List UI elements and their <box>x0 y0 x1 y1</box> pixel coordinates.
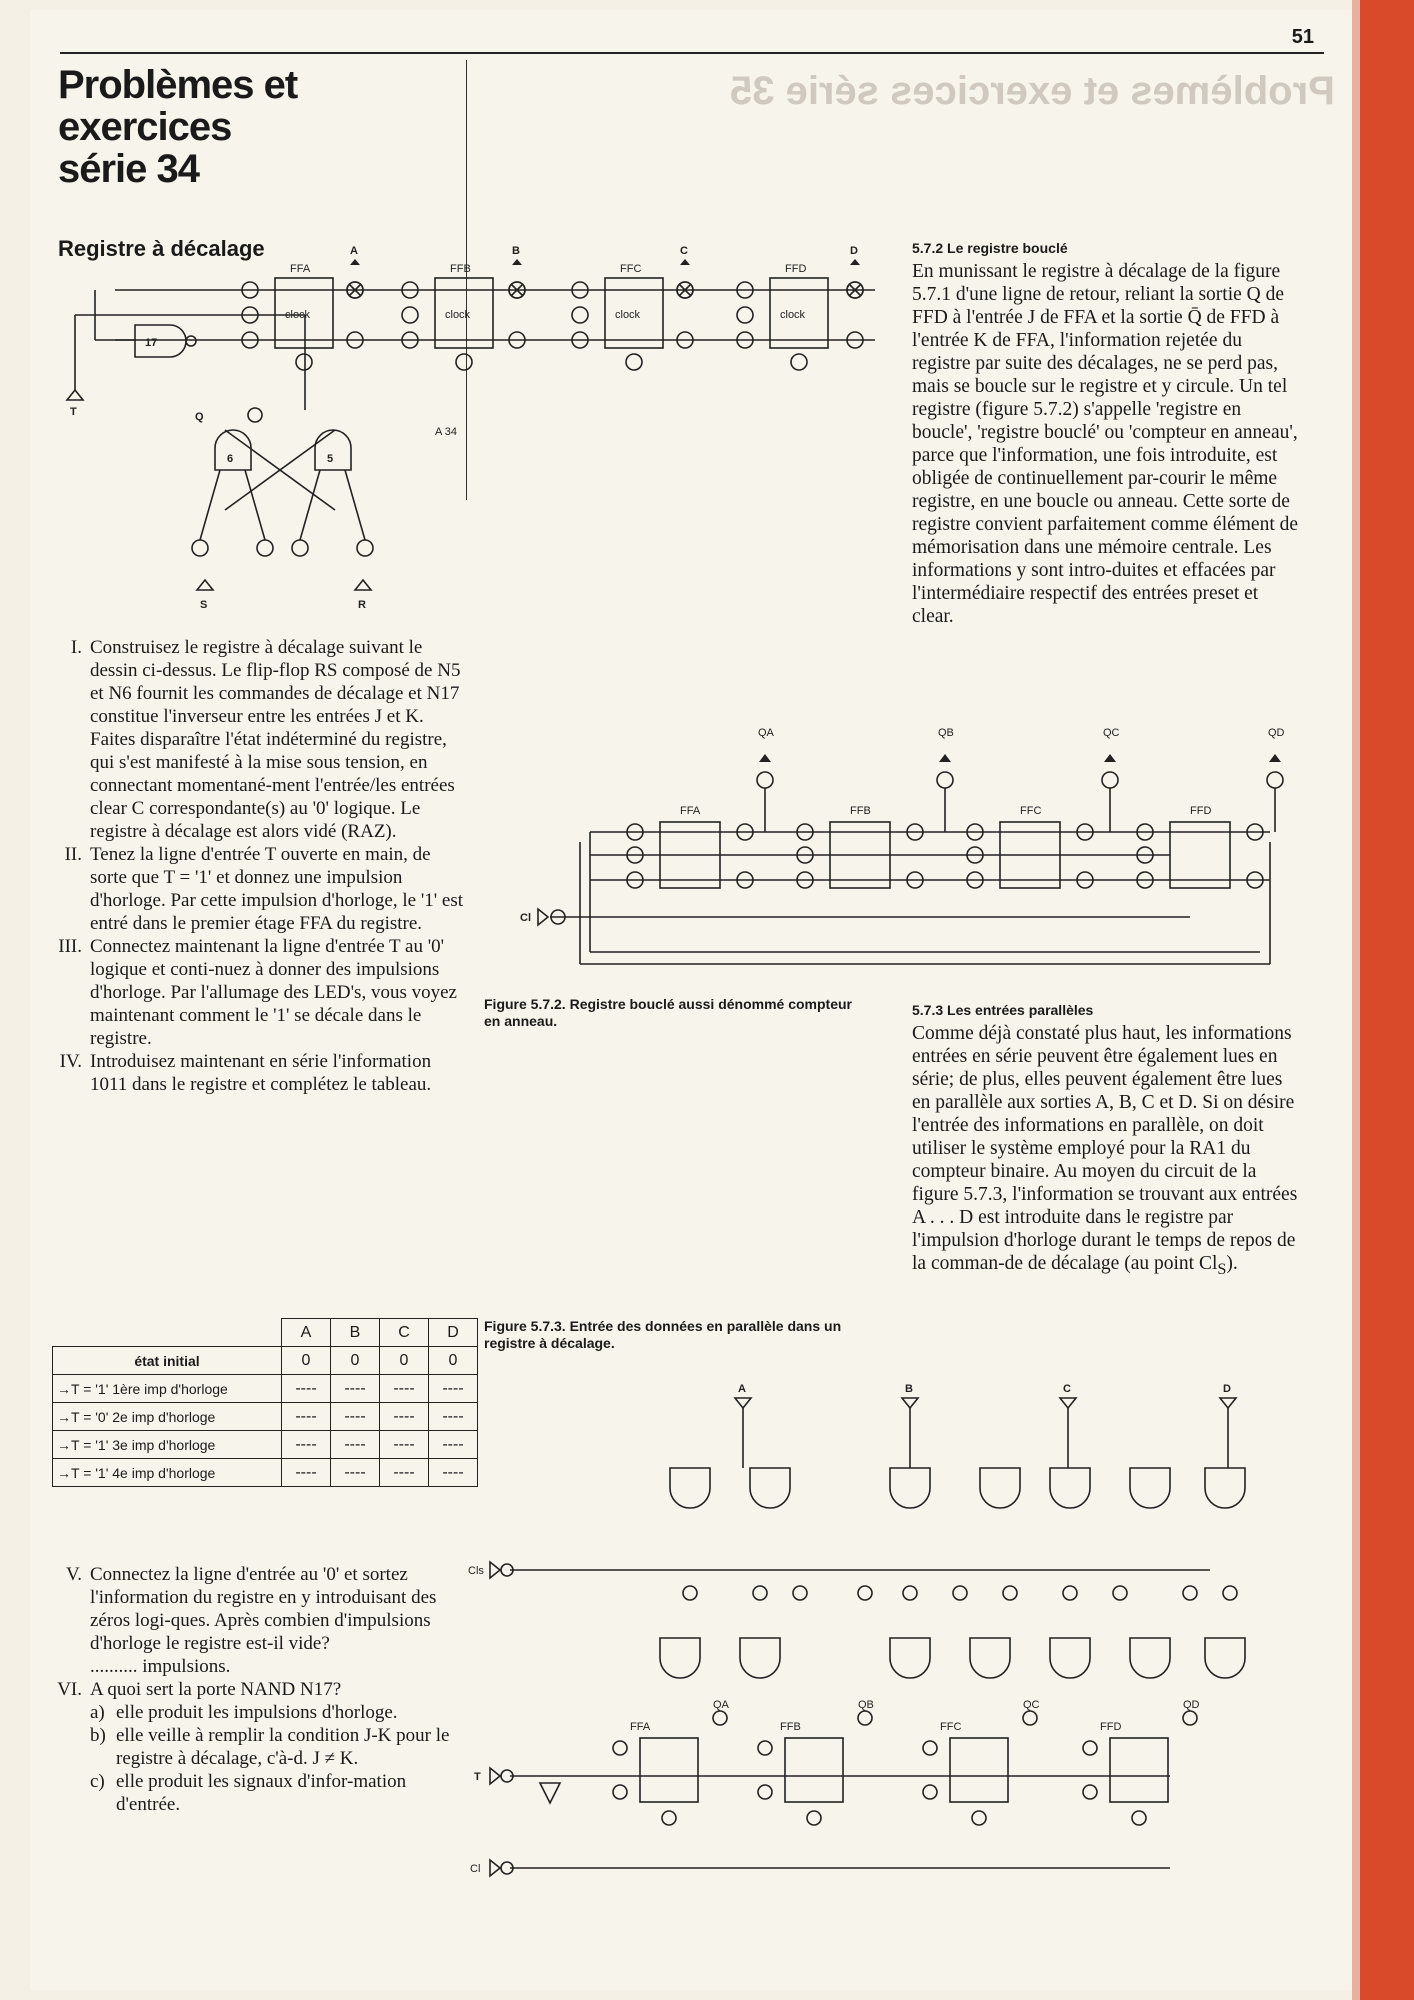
exercise-list-1 <box>52 636 472 1096</box>
fig3-input-c: C <box>1063 1383 1071 1395</box>
figure-parallel-input <box>470 1378 1300 1888</box>
table-header-d: D <box>429 1319 478 1347</box>
option-c[interactable]: c) elle produit les signaux d'infor-mation d'entrée. <box>90 1771 407 1815</box>
answer-line[interactable]: .......... impulsions. <box>90 1656 231 1677</box>
section-heading: Registre à décalage <box>58 236 265 261</box>
fig1-output-b: B <box>512 245 520 257</box>
table-header-b: B <box>331 1319 380 1347</box>
fig1-ffa: FFA <box>290 263 311 275</box>
fig2-ffa: FFA <box>680 805 701 817</box>
fig1-clock-c: clock <box>615 309 641 321</box>
table-header-c: C <box>380 1319 429 1347</box>
option-a[interactable]: a) elle produit les impulsions d'horloge. <box>90 1702 398 1723</box>
fig1-q: Q <box>195 411 204 423</box>
fig2-qa: QA <box>758 727 774 739</box>
section-572-heading: 5.7.2 Le registre bouclé <box>912 240 1068 256</box>
figure-573-caption: Figure 5.7.3. Entrée des données en parallèle dans un registre à décalage. <box>484 1318 842 1351</box>
figure-572-caption: Figure 5.7.2. Registre bouclé aussi dénommé compteur en anneau. <box>484 996 852 1029</box>
section-572-text: En munissant le registre à décalage de la figure 5.7.1 d'une ligne de retour, reliant la sortie Q de FFD à l'entrée J de FFA et la sortie Q̄ de FFD à l'entrée K de FFA, l'information rejetée du registre par suite des décalages, ne se perd pas, mais se boucle sur le registre et y circule. Un tel registre (figure 5.7.2) s'appelle 'registre en boucle', 'registre bouclé' ou 'compteur en anneau', parce que l'information, une fois introduite, est obligée de continuellement par-courir le même registre, en une boucle ou anneau. Cette sorte de registre convient parfaitement comme élément de mémorisation dans une mémoire centrale. Les informations y sont intro-duites et effacées par l'intermédiaire respectif des entrées preset et clear. <box>912 261 1299 627</box>
exercise-6: VI. A quoi sert la porte NAND N17? a) elle produit les impulsions d'horloge. b) elle veille à remplir la condition J-K pour le registre à décalage, c'à-d. J ≠ K. c) elle produit les signaux d'infor-mation d'entrée. <box>52 1678 472 1816</box>
fig1-gate-6: 6 <box>227 453 234 465</box>
fig1-gate-5: 5 <box>327 453 334 465</box>
exercise-list-2 <box>52 1563 472 1816</box>
figure-shift-register <box>55 240 885 620</box>
fig1-input-t: T <box>70 406 77 418</box>
fig1-output-a: A <box>350 245 358 257</box>
fig3-cl: Cl <box>470 1863 481 1875</box>
fig3-qd: QD <box>1183 1699 1200 1711</box>
par-ff-box-b <box>785 1738 843 1802</box>
fig1-input-r: R <box>358 599 366 611</box>
exercise-3: III. Connectez maintenant la ligne d'entrée T au '0' logique et conti-nuez à donner des impulsions d'horloge. Par l'allumage des LED's, vous voyez maintenant comment le '1' se décale dans le registre. <box>58 936 457 1049</box>
page-edge-shadow <box>1352 0 1360 2000</box>
exercise-4: IV. Introduisez maintenant en série l'information 1011 dans le registre et complétez le tableau. <box>59 1051 432 1095</box>
section-573-text: Comme déjà constaté plus haut, les informations entrées en série peuvent être également lues en série; de plus, elles peuvent également être lues en parallèle aux sorties A, B, C et D. Si on désire l'entrée des informations en parallèle, on doit utiliser le système employé pour la RA1 du compteur binaire. Au moyen du circuit de la figure 5.7.3, l'information se trouvant aux entrées A . . . D est introduite dans le registre par l'impulsion d'horloge durant le temps de repos de la comman-de de décalage (au point $Cl_S$). <box>912 1023 1298 1278</box>
fig1-ffb: FFB <box>450 263 471 275</box>
fig1-ffc: FFC <box>620 263 642 275</box>
shift-table <box>52 1318 478 1487</box>
fig3-t: T <box>474 1771 481 1783</box>
section-573 <box>912 1002 1302 1281</box>
table-row: état initial 0 0 0 0 <box>53 1347 478 1375</box>
table-row: →T = '1' 1ère imp d'horloge ---- ---- ---- ---- <box>53 1375 478 1403</box>
title-line-1: Problèmes et exercices <box>58 63 298 149</box>
par-ff-box-c <box>950 1738 1008 1802</box>
fig2-qb: QB <box>938 727 954 739</box>
par-ff-box-a <box>640 1738 698 1802</box>
exercise-5: V. Connectez la ligne d'entrée au '0' et sortez l'information du registre en y introduisant des zéros logi-ques. Après combien d'impulsions d'horloge le registre est-il vide? .......... impulsions. <box>65 1564 437 1677</box>
section-573-heading: 5.7.3 Les entrées parallèles <box>912 1002 1094 1018</box>
fig2-clear: Cl <box>520 912 531 924</box>
fig1-clock-a: clock <box>285 309 311 321</box>
fig1-ref: A 34 <box>435 426 458 438</box>
fig2-ffb: FFB <box>850 805 871 817</box>
table-row: →T = '1' 4e imp d'horloge ---- ---- ---- ---- <box>53 1459 478 1487</box>
fig3-ffa: FFA <box>630 1721 651 1733</box>
par-ff-box-d <box>1110 1738 1168 1802</box>
fig1-output-c: C <box>680 245 688 257</box>
fig1-clock-d: clock <box>780 309 806 321</box>
page-title <box>58 64 478 190</box>
section-572 <box>912 240 1302 628</box>
bleed-through-title: Problèmes et exercices série 35 <box>730 69 1335 113</box>
fig2-qc: QC <box>1103 727 1120 739</box>
fig3-input-d: D <box>1223 1383 1231 1395</box>
figure-ring-counter <box>490 722 1285 972</box>
fig3-ffc: FFC <box>940 1721 962 1733</box>
fig3-qa: QA <box>713 1699 729 1711</box>
fig3-input-a: A <box>738 1383 746 1395</box>
page-number: 51 <box>1291 26 1314 48</box>
table-row: →T = '0' 2e imp d'horloge ---- ---- ---- ---- <box>53 1403 478 1431</box>
fig3-input-b: B <box>905 1383 913 1395</box>
header-rule <box>60 52 1324 54</box>
fig3-qb: QB <box>858 1699 874 1711</box>
fig3-ffb: FFB <box>780 1721 801 1733</box>
option-b[interactable]: b) elle veille à remplir la condition J-K pour le registre à décalage, c'à-d. J ≠ K. <box>90 1725 450 1769</box>
fig2-ffd: FFD <box>1190 805 1212 817</box>
table-row: →T = '1' 3e imp d'horloge ---- ---- ---- ---- <box>53 1431 478 1459</box>
fig1-output-d: D <box>850 245 858 257</box>
fig1-ffd: FFD <box>785 263 807 275</box>
fig1-clock-b: clock <box>445 309 471 321</box>
fig2-ffc: FFC <box>1020 805 1042 817</box>
fig1-input-s: S <box>200 599 208 611</box>
fig2-qd: QD <box>1268 727 1285 739</box>
fig1-gate-17: 17 <box>145 337 158 349</box>
fig3-qc: QC <box>1023 1699 1040 1711</box>
exercise-2: II. Tenez la ligne d'entrée T ouverte en main, de sorte que T = '1' et donnez une impulsion d'horloge. Par cette impulsion d'horloge, le '1' est entré dans le premier étage FFA du registre. <box>64 844 464 934</box>
exercise-1: I. Construisez le registre à décalage suivant le dessin ci-dessus. Le flip-flop RS composé de N5 et N6 fournit les commandes de décalage et N17 constitue l'inverseur entre les entrées J et K. Faites disparaître l'état indéterminé du registre, qui s'est manifesté à la mise sous tension, en connectant momentané-ment l'entrée/les entrées clear C correspondante(s) au '0' logique. Le registre à décalage est alors vidé (RAZ). <box>70 637 461 842</box>
title-line-2: série 34 <box>58 147 200 191</box>
fig3-cls: Cls <box>468 1565 484 1577</box>
table-header-a: A <box>282 1319 331 1347</box>
fig3-ffd: FFD <box>1100 1721 1122 1733</box>
red-book-edge <box>1360 0 1414 2000</box>
